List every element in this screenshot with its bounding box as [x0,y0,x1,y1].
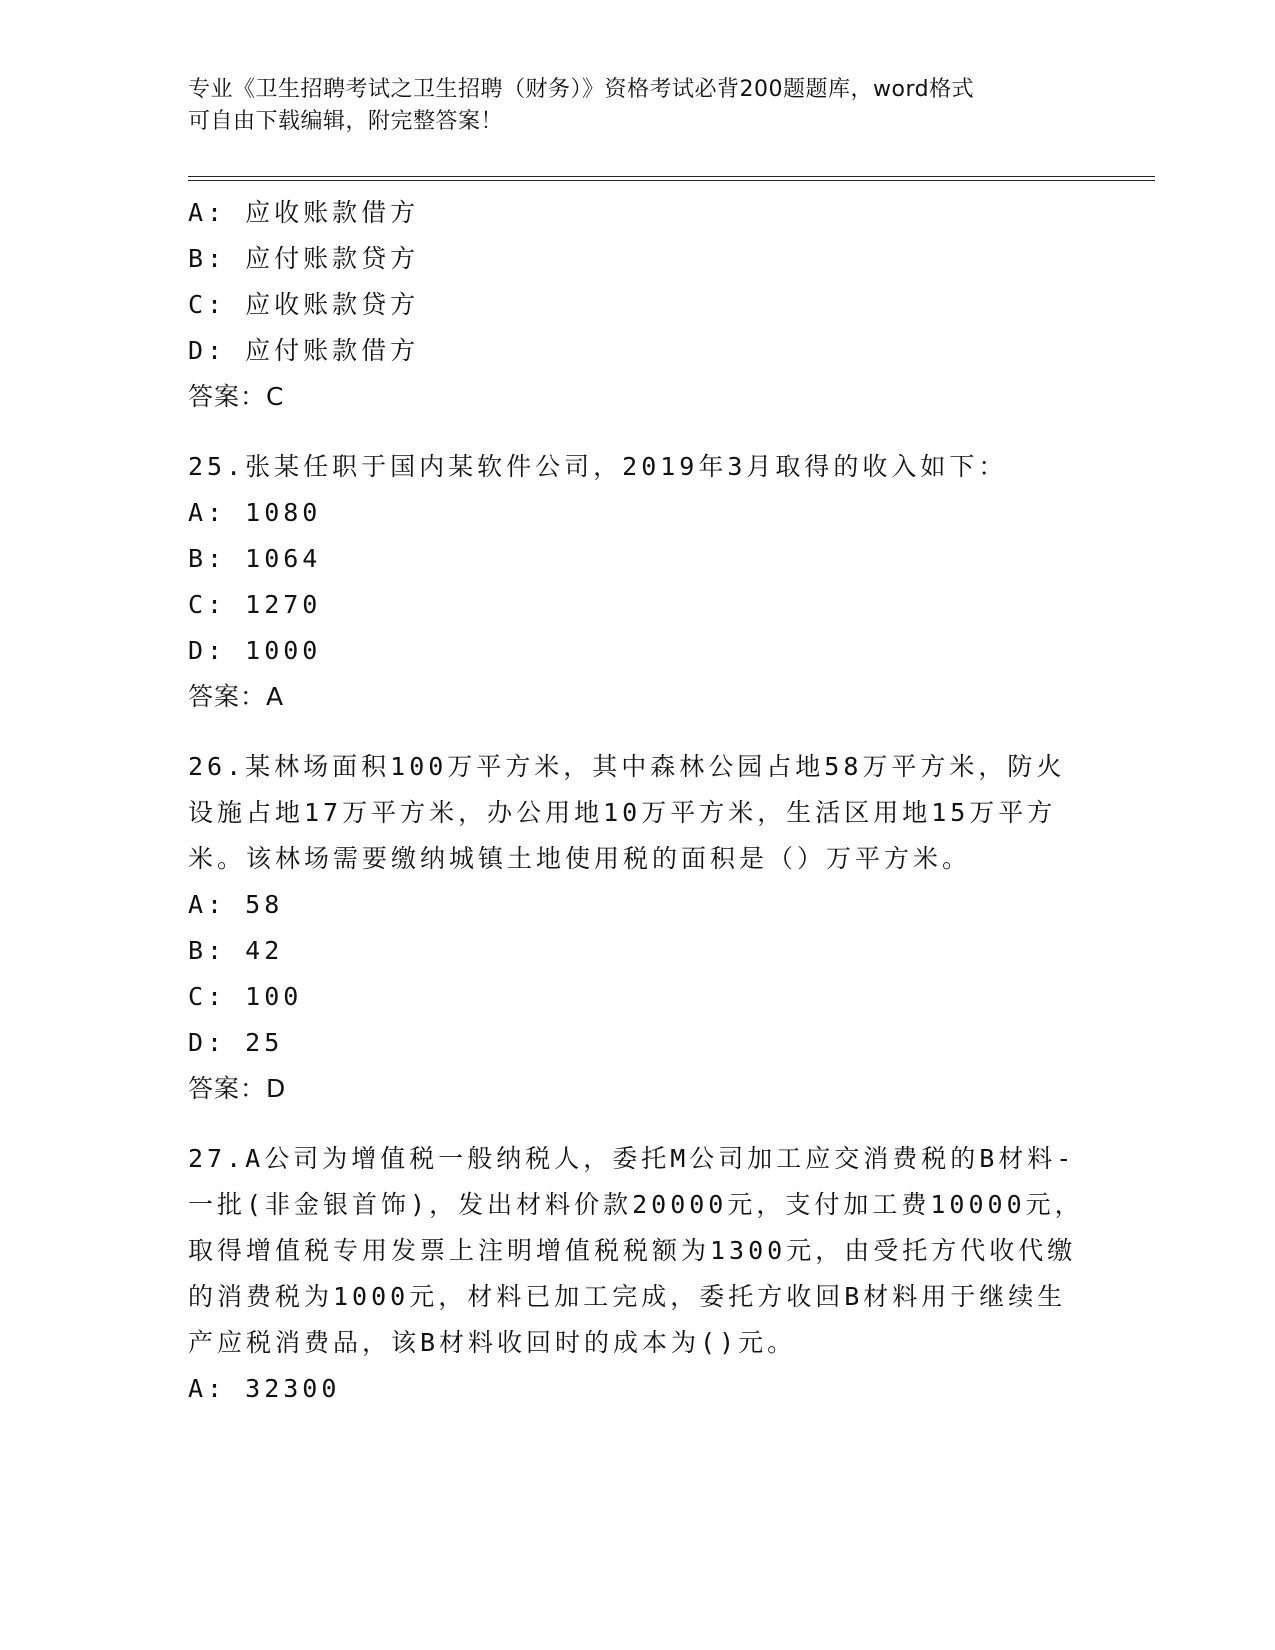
answer-option: B: 42 [188,936,284,965]
answer-option: D: 25 [188,1028,284,1057]
answer-option: C: 应收账款贷方 [188,290,420,319]
header-line-1: 专业《卫生招聘考试之卫生招聘（财务）》资格考试必背200题题库，word格式 [188,77,975,102]
answer-option: A: 32300 [188,1374,341,1403]
question-list [188,190,1088,1412]
question-stem-line: 27.A公司为增值税一般纳税人，委托M公司加工应交消费税的B材料- [188,1144,1076,1173]
answer-key: 答案：C [188,382,285,411]
answer-option: A: 1080 [188,498,322,527]
question-block [188,190,1088,420]
answer-option: A: 应收账款借方 [188,198,420,227]
question-stem-line: 米。该林场需要缴纳城镇土地使用税的面积是（）万平方米。 [188,844,972,873]
answer-key: 答案：D [188,1074,287,1103]
answer-option: C: 1270 [188,590,322,619]
answer-option: C: 100 [188,982,303,1011]
question-stem-line: 一批(非金银首饰)，发出材料价款20000元，支付加工费10000元， [188,1190,1084,1219]
answer-option: B: 应付账款贷方 [188,244,420,273]
question-block [188,1136,1088,1412]
answer-option: D: 1000 [188,636,322,665]
question-stem-line: 的消费税为1000元，材料已加工完成，委托方收回B材料用于继续生 [188,1282,1067,1311]
answer-option: B: 1064 [188,544,322,573]
question-stem-line: 取得增值税专用发票上注明增值税税额为1300元，由受托方代收代缴 [188,1236,1077,1265]
answer-option: A: 58 [188,890,284,919]
question-stem-line: 设施占地17万平方米，办公用地10万平方米，生活区用地15万平方 [188,798,1057,827]
question-stem-line: 产应税消费品，该B材料收回时的成本为()元。 [188,1328,797,1357]
page-header [188,74,1088,138]
question-stem-line: 26.某林场面积100万平方米，其中森林公园占地58万平方米，防火 [188,752,1066,781]
question-block [188,444,1088,720]
answer-option: D: 应付账款借方 [188,336,420,365]
question-stem-line: 25.张某任职于国内某软件公司，2019年3月取得的收入如下： [188,452,1008,481]
header-line-2: 可自由下载编辑，附完整答案！ [188,109,504,134]
question-block [188,744,1088,1112]
answer-key: 答案：A [188,682,285,711]
header-divider [188,176,1155,181]
